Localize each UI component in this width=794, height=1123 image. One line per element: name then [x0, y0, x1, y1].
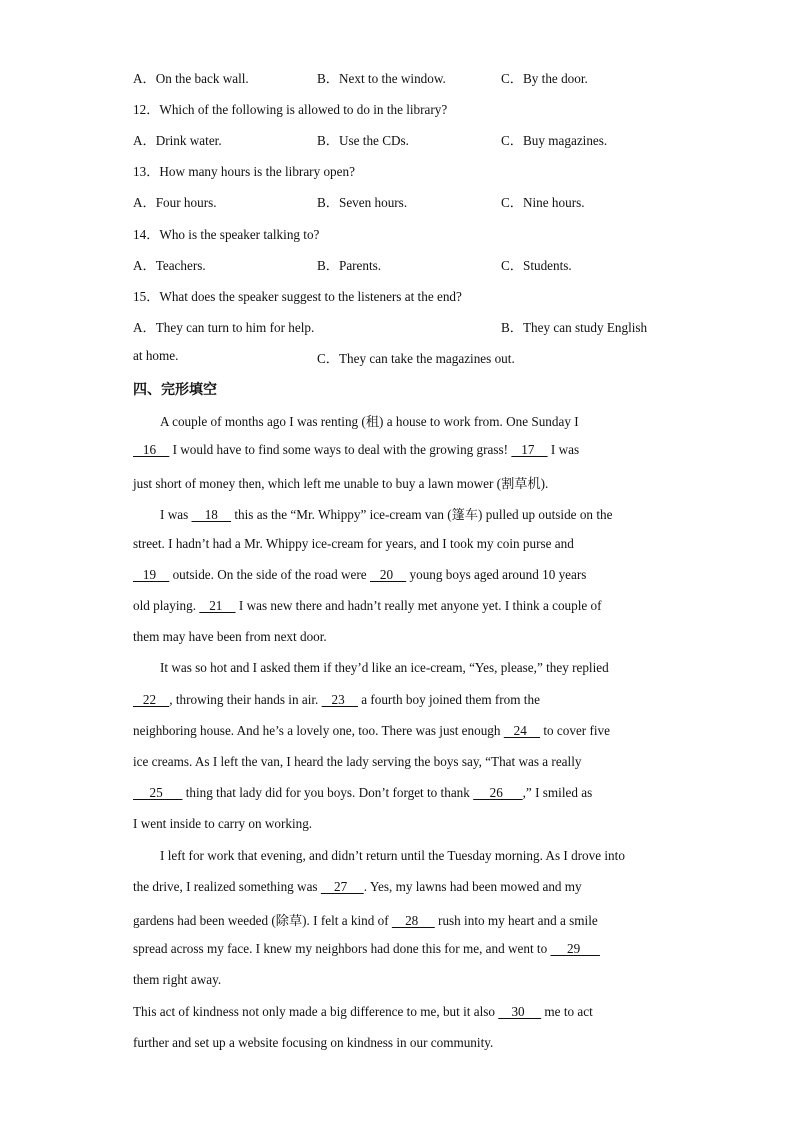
option-c: C．By the door.	[501, 71, 588, 86]
passage-line: gardens had been weeded (除草). I felt a kind of 28 rush into my heart and a smile	[133, 913, 598, 928]
option-b-continued: at home.	[133, 348, 179, 363]
question-stem: 12．Which of the following is allowed to do in the library?	[133, 102, 448, 117]
passage-line: them may have been from next door.	[133, 629, 327, 644]
option-b: B．They can study English	[501, 320, 648, 335]
passage-line: spread across my face. I knew my neighbors had done this for me, and went to 29	[133, 941, 600, 956]
passage-line: I went inside to carry on working.	[133, 816, 313, 831]
passage-line: It was so hot and I asked them if they’d like an ice-cream, “Yes, please,” they replied	[160, 660, 609, 675]
option-c: C．Students.	[501, 258, 572, 273]
blank-19[interactable]: 19	[133, 567, 170, 582]
passage-line: 22 , throwing their hands in air. 23 a fourth boy joined them from the	[133, 692, 540, 707]
blank-21[interactable]: 21	[199, 598, 236, 613]
option-b: B．Seven hours.	[317, 195, 408, 210]
option-b: B．Next to the window.	[317, 71, 446, 86]
passage-line: ice creams. As I left the van, I heard the lady serving the boys say, “That was a really	[133, 754, 582, 769]
blank-17[interactable]: 17	[511, 442, 548, 457]
blank-27[interactable]: 27	[320, 879, 364, 894]
blank-18[interactable]: 18	[191, 507, 232, 522]
passage-line: street. I hadn’t had a Mr. Whippy ice-cream for years, and I took my coin purse and	[133, 536, 574, 551]
option-c: C．They can take the magazines out.	[317, 351, 515, 366]
option-b: B．Use the CDs.	[317, 133, 409, 148]
passage-line: 19 outside. On the side of the road were 20 young boys aged around 10 years	[133, 567, 587, 582]
passage-line: 16 I would have to find some ways to deal with the growing grass! 17 I was	[133, 442, 580, 457]
blank-22[interactable]: 22	[133, 692, 170, 707]
option-a: A．On the back wall.	[133, 71, 249, 86]
blank-16[interactable]: 16	[133, 442, 170, 457]
option-a: A．Teachers.	[133, 258, 206, 273]
blank-20[interactable]: 20	[369, 567, 407, 582]
passage-line: 25 thing that lady did for you boys. Don’t forget to thank 26 ,” I smiled as	[133, 785, 593, 800]
passage-line: old playing. 21 I was new there and hadn’t really met anyone yet. I think a couple of	[133, 598, 602, 613]
passage-line: them right away.	[133, 972, 222, 987]
passage-line: I left for work that evening, and didn’t return until the Tuesday morning. As I drove into	[160, 848, 625, 863]
option-c: C．Buy magazines.	[501, 133, 608, 148]
option-b: B．Parents.	[317, 258, 382, 273]
section-heading: 四、完形填空	[133, 382, 217, 398]
option-c: C．Nine hours.	[501, 195, 585, 210]
passage-line: further and set up a website focusing on kindness in our community.	[133, 1035, 494, 1050]
passage-line: neighboring house. And he’s a lovely one, too. There was just enough 24 to cover five	[133, 723, 610, 738]
question-stem: 13．How many hours is the library open?	[133, 164, 355, 179]
option-a: A．They can turn to him for help.	[133, 320, 315, 335]
blank-30[interactable]: 30	[498, 1004, 542, 1019]
blank-24[interactable]: 24	[503, 723, 541, 738]
blank-29[interactable]: 29	[550, 941, 600, 956]
passage-line: just short of money then, which left me unable to buy a lawn mower (割草机).	[133, 476, 549, 491]
blank-23[interactable]: 23	[321, 692, 358, 707]
passage-line: the drive, I realized something was 27 . Yes, my lawns had been mowed and my	[133, 879, 582, 894]
passage-line: I was 18 this as the “Mr. Whippy” ice-cream van (篷车) pulled up outside on the	[160, 507, 613, 522]
blank-26[interactable]: 26	[473, 785, 523, 800]
blank-28[interactable]: 28	[391, 913, 435, 928]
passage-line: This act of kindness not only made a big difference to me, but it also 30 me to act	[133, 1004, 593, 1019]
option-a: A．Four hours.	[133, 195, 217, 210]
option-a: A．Drink water.	[133, 133, 222, 148]
blank-25[interactable]: 25	[133, 785, 183, 800]
passage-line: A couple of months ago I was renting (租) a house to work from. One Sunday I	[160, 414, 579, 429]
question-stem: 15．What does the speaker suggest to the listeners at the end?	[133, 289, 462, 304]
question-stem: 14．Who is the speaker talking to?	[133, 227, 320, 242]
